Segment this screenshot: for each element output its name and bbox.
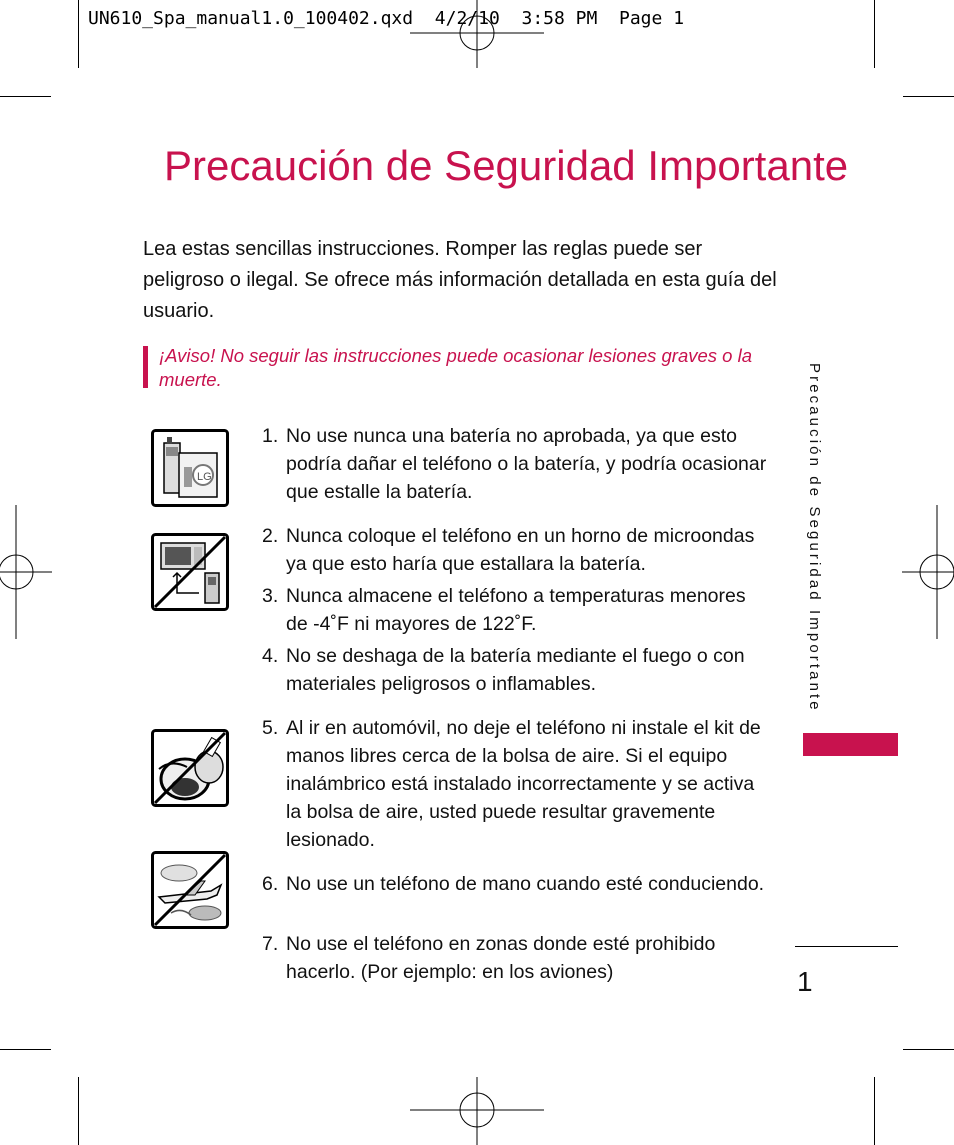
list-item (262, 714, 772, 854)
list-item-text: Al ir en automóvil, no deje el teléfono ni instale el kit de manos libres cerca de la bolsa de aire. Si el equipo inalámbrico está instalado incorrectamente y se activa la bolsa de aire, usted puede resultar gravemente lesionado. (286, 717, 761, 851)
list-item-number: 2. (262, 525, 279, 547)
warning-text: ¡Aviso! No seguir las instrucciones puede ocasionar lesiones graves o la muerte. (159, 345, 753, 390)
registration-mark-left (0, 505, 52, 639)
page-title: Precaución de Seguridad Importante (164, 142, 849, 189)
list-item (262, 522, 772, 578)
list-item-text: Nunca almacene el teléfono a temperaturas menores de -4˚F ni mayores de 122˚F. (286, 585, 746, 635)
list-item-text: Nunca coloque el teléfono en un horno de microondas ya que esto haría que estallara la batería. (286, 525, 755, 575)
print-slug: UN610_Spa_manual1.0_100402.qxd 4/2/10 3:58 PM Page 1 (88, 8, 685, 29)
list-item (262, 582, 772, 638)
list-item-number: 3. (262, 585, 279, 607)
crop-mark (903, 96, 954, 97)
svg-text:LG: LG (197, 471, 212, 483)
list-item (262, 422, 772, 506)
crop-mark (0, 1049, 51, 1050)
registration-mark-right (902, 505, 954, 639)
no-airplane-icon (151, 851, 229, 929)
no-microwave-icon (151, 533, 229, 611)
crop-mark (874, 1077, 875, 1145)
no-airbag-icon (151, 729, 229, 807)
list-item-text: No se deshaga de la batería mediante el fuego o con materiales peligrosos o inflamables. (286, 645, 745, 695)
list-item-number: 7. (262, 933, 279, 955)
list-item-text: No use nunca una batería no aprobada, ya que esto podría dañar el teléfono o la batería, y podría ocasionar que estalle la batería. (286, 425, 767, 503)
list-item-text: No use un teléfono de mano cuando esté conduciendo. (286, 873, 765, 895)
list-item-text: No use el teléfono en zonas donde esté prohibido hacerlo. (Por ejemplo: en los aviones) (286, 933, 716, 983)
list-item (262, 930, 772, 986)
list-item-number: 4. (262, 645, 279, 667)
crop-mark (903, 1049, 954, 1050)
list-item (262, 642, 772, 698)
section-tab (803, 733, 898, 756)
side-section-label: Precaución de Seguridad Importante (806, 363, 823, 713)
list-item-number: 1. (262, 425, 279, 447)
crop-mark (78, 0, 79, 68)
page-number: 1 (797, 966, 813, 997)
crop-mark (0, 96, 51, 97)
crop-mark (874, 0, 875, 68)
list-item-number: 5. (262, 717, 279, 739)
intro-paragraph: Lea estas sencillas instrucciones. Romper las reglas puede ser peligroso o ilegal. Se ofrece más información detallada en esta guía del usuario. (143, 238, 777, 322)
page-number-rule (795, 946, 898, 947)
list-item-number: 6. (262, 873, 279, 895)
warning-bar (143, 346, 148, 388)
list-item (262, 870, 772, 898)
crop-mark (78, 1077, 79, 1145)
registration-mark-bottom (410, 1077, 544, 1145)
battery-phone-icon (151, 429, 229, 507)
